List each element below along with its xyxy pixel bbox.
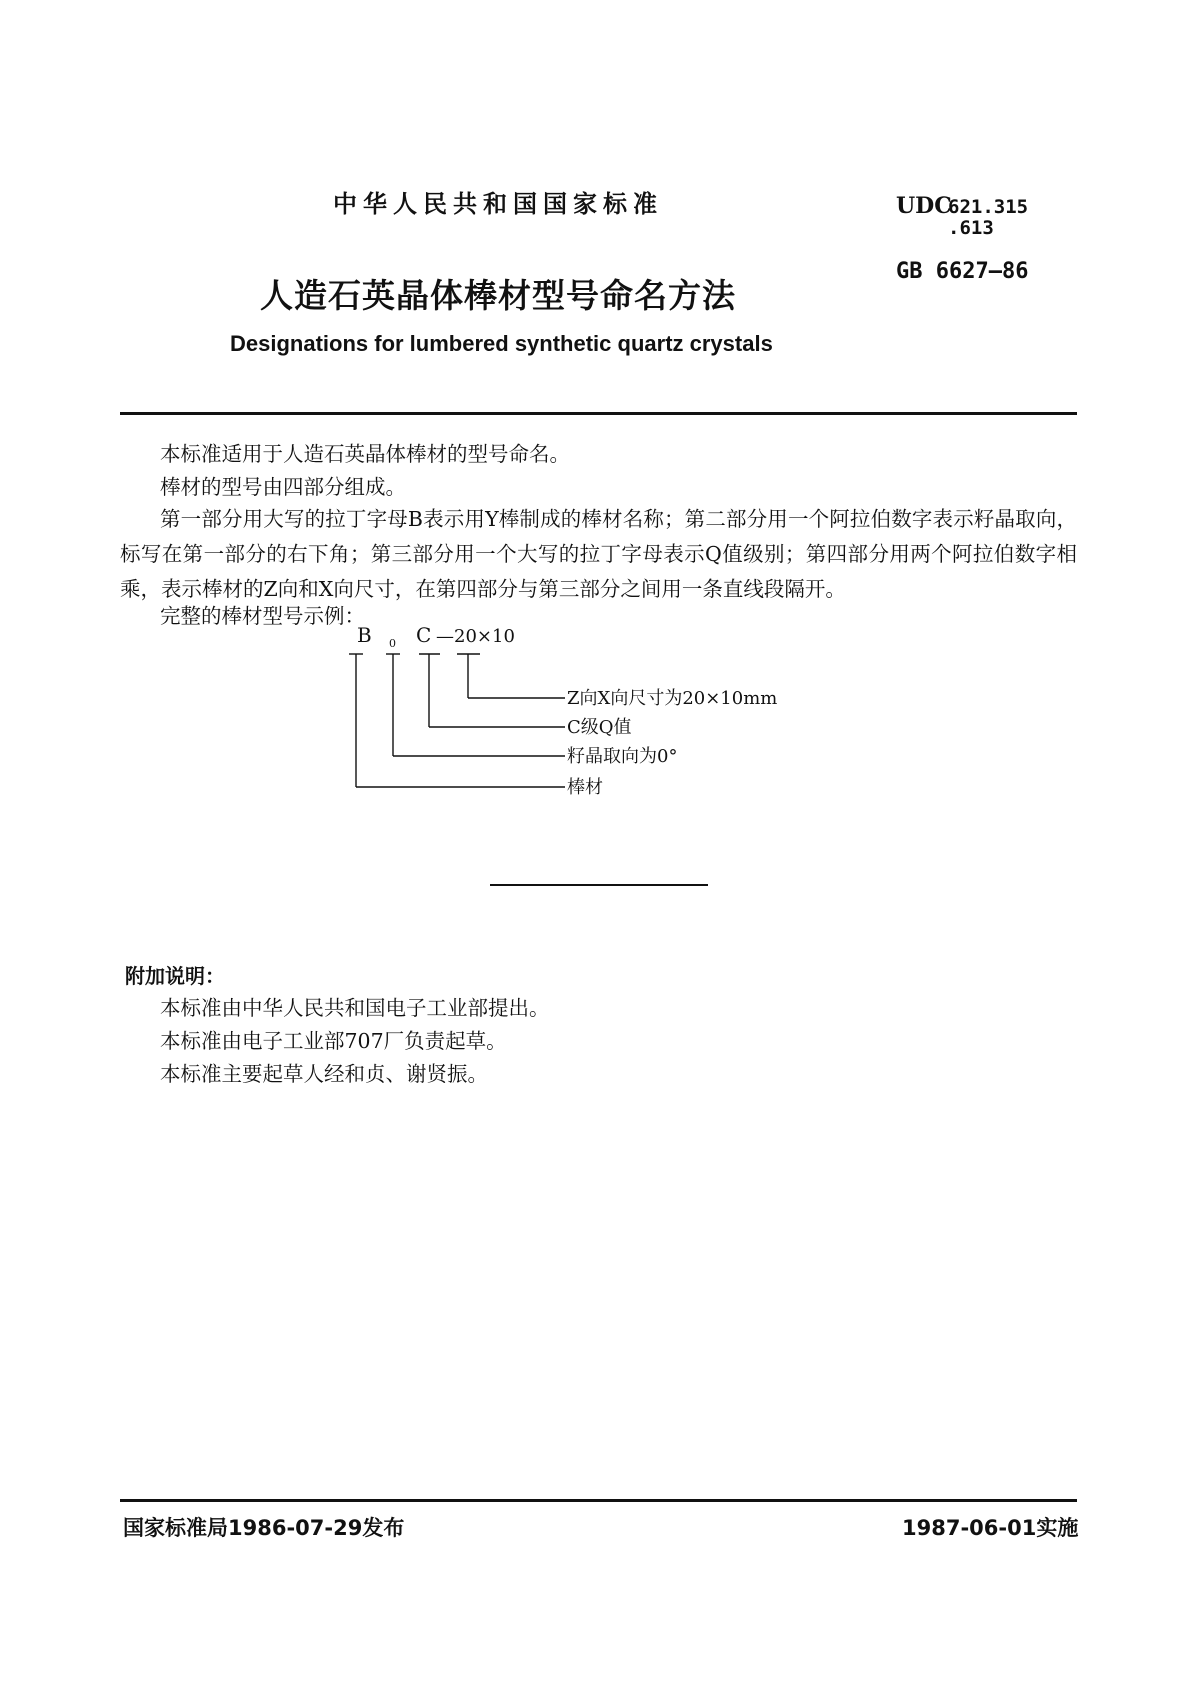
label-bar: 棒材 [567,777,603,798]
document-title-chinese: 人造石英晶体棒材型号命名方法 [260,276,736,315]
paragraph-composition: 棒材的型号由四部分组成。 [160,475,406,499]
udc-code-line1: 621.315 [948,196,1029,218]
section-end-divider [490,884,708,886]
label-q-grade: C级Q值 [567,717,632,738]
note-drafter: 本标准由电子工业部707厂负责起草。 [160,1029,507,1053]
label-dimensions: Z向X向尺寸为20×10mm [567,688,778,709]
footer-divider [120,1499,1077,1502]
paragraph-example-intro: 完整的棒材型号示例： [160,604,365,628]
notes-heading: 附加说明： [125,964,225,988]
effective-date: 1987-06-01实施 [902,1516,1079,1540]
label-orientation: 籽晶取向为0° [567,746,678,767]
example-part-orientation: 0 [389,637,396,650]
header-divider [120,412,1077,415]
paragraph-scope: 本标准适用于人造石英晶体棒材的型号命名。 [160,442,570,466]
example-part-dimensions: —20×10 [436,626,515,647]
national-standard-heading: 中华人民共和国国家标准 [333,189,663,218]
note-proposer: 本标准由中华人民共和国电子工业部提出。 [160,996,550,1020]
paragraph-parts-description: 第一部分用大写的拉丁字母B表示用Y棒制成的棒材名称；第二部分用一个阿拉伯数字表示籽晶取向，标写在第一部分的右下角；第三部分用一个大写的拉丁字母表示Q值级别；第四部分用两个阿拉伯数字相乘，表示棒材的Z向和X向尺寸，在第四部分与第三部分之间用一条直线段隔开。 [120,507,1077,601]
designation-example-diagram [357,622,880,812]
udc-code-line2: .613 [948,217,994,239]
example-part-b: B [357,623,372,647]
document-title-english: Designations for lumbered synthetic quartz crystals [230,331,773,356]
issue-date: 国家标准局1986-07-29发布 [123,1516,405,1540]
gb-standard-code: GB 6627—86 [896,259,1029,284]
udc-label: UDC [896,193,952,219]
example-part-q-grade: C [416,623,432,647]
note-authors: 本标准主要起草人经和贞、谢贤振。 [160,1062,488,1086]
